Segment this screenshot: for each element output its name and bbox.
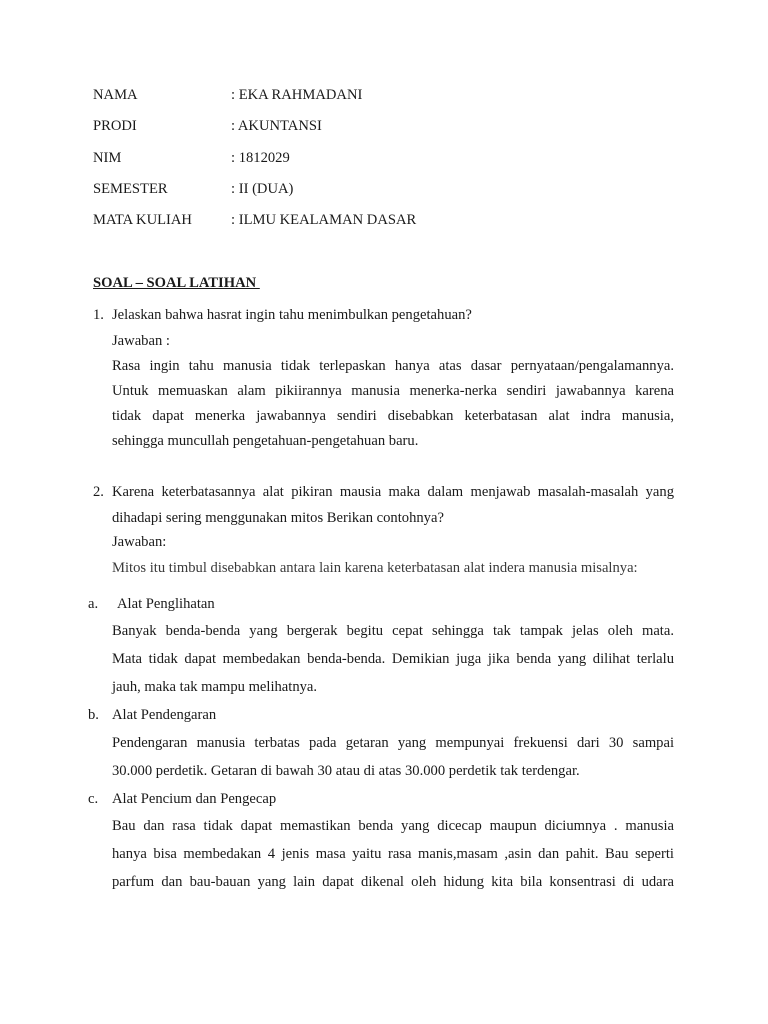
identity-value: : ILMU KEALAMAN DASAR: [231, 212, 417, 228]
item-title: Alat Pendengaran: [112, 707, 217, 723]
item-letter: b.: [88, 707, 99, 723]
answer-line: tidak dapat menerka jawabannya sendiri disebabkan keterbatasan alat indra manusia,: [112, 408, 674, 424]
item-line: parfum dan bau-bauan yang lain dapat dikenal oleh hidung kita bila konsentrasi di udara: [112, 874, 674, 890]
item-line: Banyak benda-benda yang bergerak begitu cepat sehingga tak tampak jelas oleh mata.: [112, 623, 674, 639]
identity-value: : II (DUA): [231, 181, 294, 197]
answer-intro: Mitos itu timbul disebabkan antara lain karena keterbatasan alat indera manusia misalnya:: [112, 560, 638, 576]
answer-line: sehingga muncullah pengetahuan-pengetahuan baru.: [112, 433, 419, 449]
answer-line: Rasa ingin tahu manusia tidak terlepaskan hanya atas dasar pernyataan/pengalamannya.: [112, 358, 674, 374]
item-letter: c.: [88, 791, 99, 807]
item-title: Alat Pencium dan Pengecap: [112, 791, 277, 807]
identity-value: : AKUNTANSI: [231, 118, 322, 134]
item-letter: a.: [88, 596, 99, 612]
identity-key: NAMA: [93, 87, 138, 103]
question-number: 2.: [93, 484, 104, 500]
item-line: hanya bisa membedakan 4 jenis masa yaitu rasa manis,masam ,asin dan pahit. Bau seperti: [112, 846, 674, 862]
identity-key: NIM: [93, 150, 122, 166]
identity-key: PRODI: [93, 118, 137, 134]
item-line: Mata tidak dapat membedakan benda-benda. Demikian juga jika benda yang dilihat terlalu: [112, 651, 674, 667]
item-line: Pendengaran manusia terbatas pada getaran yang mempunyai frekuensi dari 30 sampai: [112, 735, 674, 751]
identity-value: : 1812029: [231, 150, 290, 166]
identity-value: : EKA RAHMADANI: [231, 87, 363, 103]
item-line: jauh, maka tak mampu melihatnya.: [112, 679, 318, 695]
question-number: 1.: [93, 307, 104, 323]
question-text: Karena keterbatasannya alat pikiran mausia maka dalam menjawab masalah-masalah yang: [112, 484, 674, 500]
identity-key: SEMESTER: [93, 181, 168, 197]
identity-key: MATA KULIAH: [93, 212, 192, 228]
question-text: dihadapi sering menggunakan mitos Berikan contohnya?: [112, 510, 444, 526]
item-line: Bau dan rasa tidak dapat memastikan benda yang dicecap maupun diciumnya . manusia: [112, 818, 674, 834]
item-line: 30.000 perdetik. Getaran di bawah 30 atau di atas 30.000 perdetik tak terdengar.: [112, 763, 580, 779]
question-text: Jelaskan bahwa hasrat ingin tahu menimbulkan pengetahuan?: [112, 307, 472, 323]
answer-label: Jawaban :: [112, 333, 170, 349]
item-title: Alat Penglihatan: [117, 596, 215, 612]
answer-line: Untuk memuaskan alam pikiirannya manusia menerka-nerka sendiri jawabannya karena: [112, 383, 674, 399]
section-heading: SOAL – SOAL LATIHAN: [93, 275, 260, 291]
answer-label: Jawaban:: [112, 534, 167, 550]
